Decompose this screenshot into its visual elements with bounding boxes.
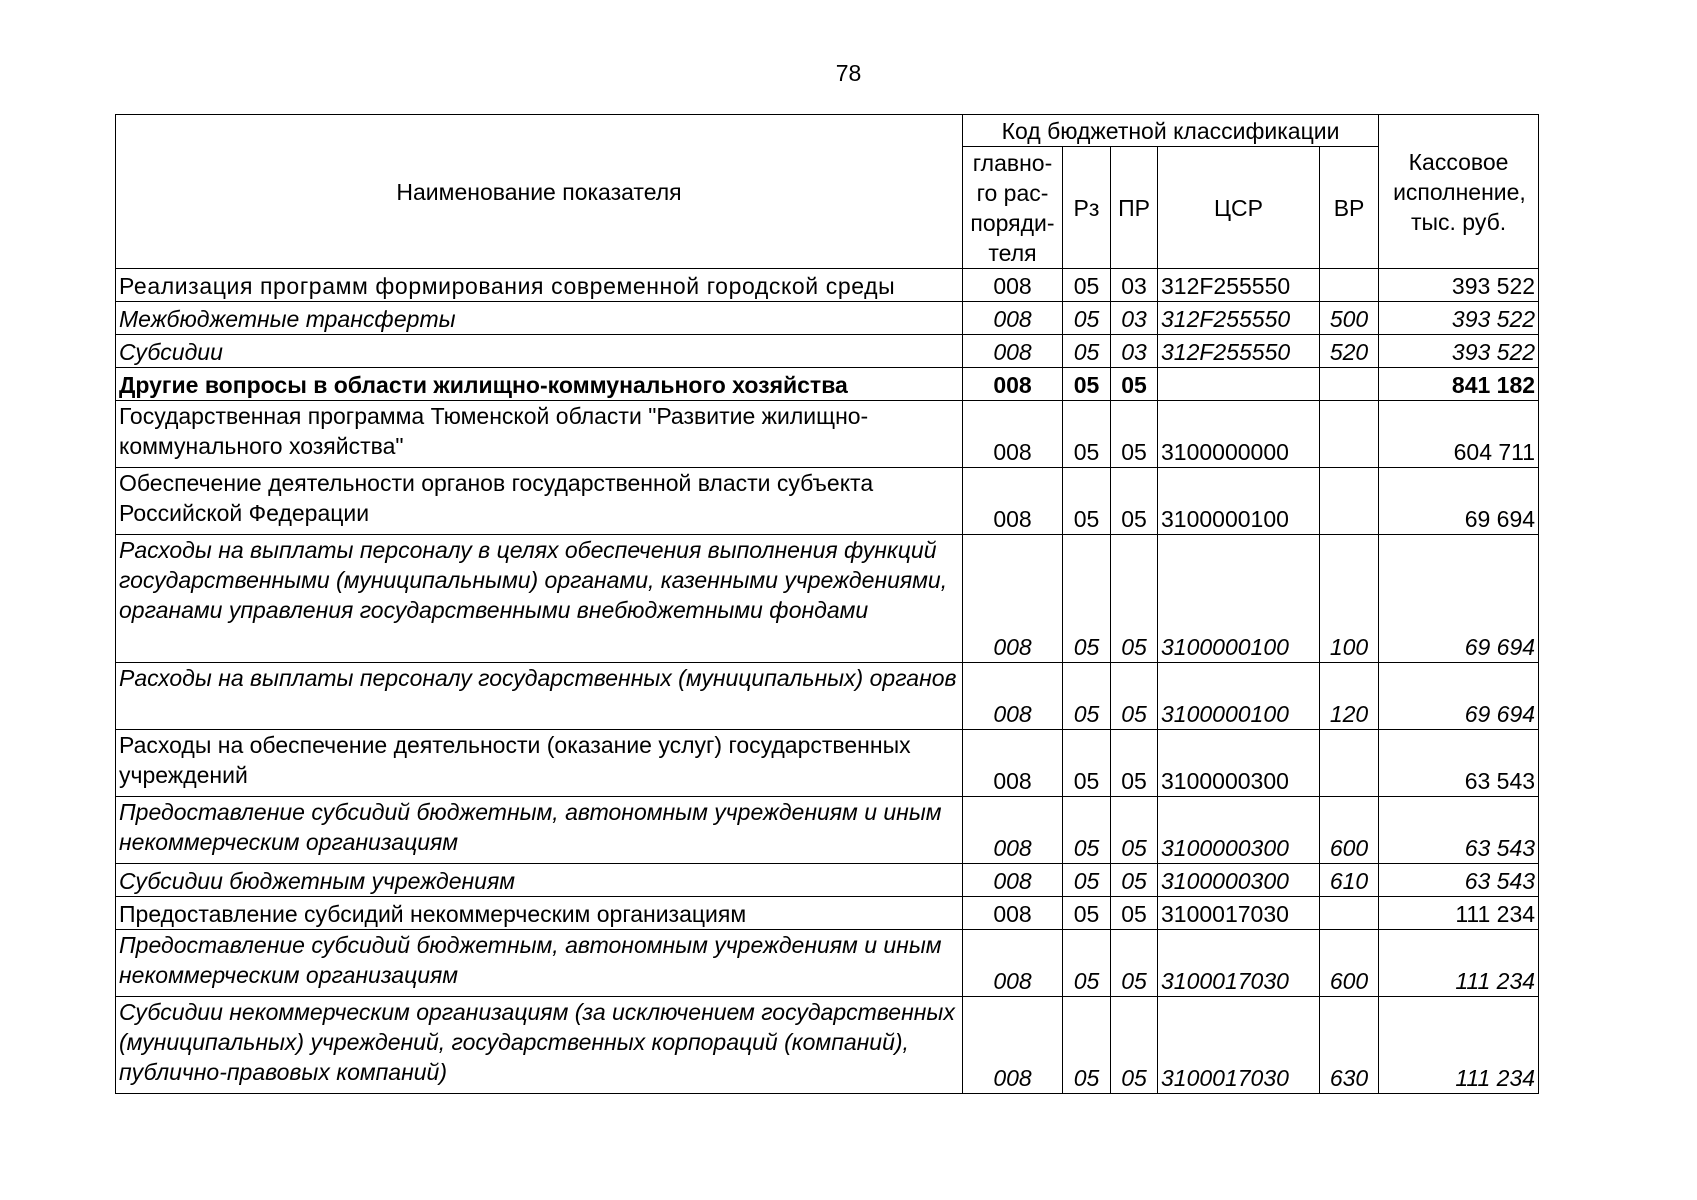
row-pr: 05 [1111,997,1158,1094]
row-vr [1320,368,1379,401]
row-name [116,997,963,1094]
row-csr: 312F255550 [1158,335,1320,368]
row-name [116,730,963,797]
row-name [116,368,963,401]
header-code-group: Код бюджетной классификации [963,115,1379,147]
row-csr: 3100017030 [1158,930,1320,997]
row-name [116,930,963,997]
row-name [116,864,963,897]
row-name-text: Предоставление субсидий бюджетным, автономным учреждениям и иным некоммерческим организациям [119,932,942,988]
row-amount: 841 182 [1379,368,1539,401]
row-name-text: Предоставление субсидий некоммерческим организациям [119,901,747,927]
row-csr: 3100000000 [1158,401,1320,468]
row-name-text: Расходы на обеспечение деятельности (оказание услуг) государственных учреждений [119,732,911,788]
row-amount: 393 522 [1379,269,1539,302]
row-vr [1320,401,1379,468]
header-vr: ВР [1320,147,1379,269]
row-rz: 05 [1063,269,1111,302]
row-glavn: 008 [963,864,1063,897]
row-pr: 05 [1111,864,1158,897]
row-pr: 05 [1111,535,1158,663]
table-row [116,468,1539,535]
row-amount: 63 543 [1379,864,1539,897]
row-rz: 05 [1063,368,1111,401]
row-name [116,663,963,730]
row-amount: 111 234 [1379,897,1539,930]
row-name-text: Расходы на выплаты персоналу государственных (муниципальных) органов [119,665,957,691]
row-amount: 393 522 [1379,302,1539,335]
row-glavn: 008 [963,468,1063,535]
table-row [116,302,1539,335]
row-rz: 05 [1063,302,1111,335]
row-csr: 3100017030 [1158,997,1320,1094]
row-rz: 05 [1063,401,1111,468]
row-name [116,335,963,368]
header-name: Наименование показателя [116,115,963,269]
row-pr: 05 [1111,897,1158,930]
table-row [116,368,1539,401]
row-glavn: 008 [963,269,1063,302]
table-row [116,335,1539,368]
row-amount: 69 694 [1379,663,1539,730]
row-csr: 3100000100 [1158,663,1320,730]
row-pr: 05 [1111,663,1158,730]
row-csr: 3100000100 [1158,468,1320,535]
row-csr: 312F255550 [1158,302,1320,335]
row-csr: 3100000300 [1158,797,1320,864]
table-row [116,997,1539,1094]
row-name [116,302,963,335]
row-csr: 3100000300 [1158,730,1320,797]
row-name-text: Другие вопросы в области жилищно-коммунального хозяйства [119,372,848,398]
row-vr [1320,269,1379,302]
header-amount-text: Кассовое исполнение, тыс. руб. [1393,148,1526,235]
row-rz: 05 [1063,663,1111,730]
row-pr: 05 [1111,468,1158,535]
row-name [116,269,963,302]
row-vr: 610 [1320,864,1379,897]
row-amount: 69 694 [1379,535,1539,663]
row-pr: 05 [1111,401,1158,468]
row-glavn: 008 [963,730,1063,797]
header-pr: ПР [1111,147,1158,269]
row-vr: 600 [1320,797,1379,864]
table-row [116,797,1539,864]
row-rz: 05 [1063,335,1111,368]
row-vr: 630 [1320,997,1379,1094]
row-name-text: Расходы на выплаты персоналу в целях обеспечения выполнения функций государственными (муниципальными) органами, казенными учреждениями, органами управления государственными внебюджетными фондами [119,537,948,623]
row-vr: 500 [1320,302,1379,335]
header-rz: Рз [1063,147,1111,269]
row-glavn: 008 [963,335,1063,368]
row-pr: 03 [1111,269,1158,302]
header-csr: ЦСР [1158,147,1320,269]
row-amount: 604 711 [1379,401,1539,468]
row-csr: 3100017030 [1158,897,1320,930]
row-rz: 05 [1063,930,1111,997]
row-rz: 05 [1063,468,1111,535]
row-pr: 05 [1111,368,1158,401]
budget-table [115,114,1539,1094]
row-name [116,468,963,535]
row-name-text: Субсидии некоммерческим организациям (за исключением государственных (муниципальных) учреждений, государственных корпораций (компаний), публично-правовых компаний) [119,999,955,1085]
row-glavn: 008 [963,368,1063,401]
row-vr [1320,897,1379,930]
row-glavn: 008 [963,535,1063,663]
row-name-text: Государственная программа Тюменской области "Развитие жилищно-коммунального хозяйства" [119,403,869,459]
page-number: 78 [835,60,862,86]
header-glavn-text: главно- го рас- поряди- теля [970,149,1055,266]
row-rz: 05 [1063,797,1111,864]
row-csr [1158,368,1320,401]
row-name [116,401,963,468]
row-name-text: Субсидии бюджетным учреждениям [119,868,516,894]
row-name [116,897,963,930]
row-amount: 111 234 [1379,997,1539,1094]
table-row [116,897,1539,930]
row-amount: 63 543 [1379,730,1539,797]
table-row [116,269,1539,302]
table-body [116,269,1539,1094]
row-csr: 312F255550 [1158,269,1320,302]
row-vr: 600 [1320,930,1379,997]
row-rz: 05 [1063,864,1111,897]
table-row [116,930,1539,997]
row-vr [1320,730,1379,797]
table-row [116,401,1539,468]
row-vr [1320,468,1379,535]
row-name-text: Обеспечение деятельности органов государственной власти субъекта Российской Федерации [119,470,874,526]
row-vr: 100 [1320,535,1379,663]
row-rz: 05 [1063,535,1111,663]
row-glavn: 008 [963,401,1063,468]
row-glavn: 008 [963,997,1063,1094]
row-name-text: Межбюджетные трансферты [119,306,456,332]
row-vr: 120 [1320,663,1379,730]
row-amount: 111 234 [1379,930,1539,997]
row-vr: 520 [1320,335,1379,368]
header-amount [1379,115,1539,269]
row-glavn: 008 [963,797,1063,864]
row-pr: 05 [1111,730,1158,797]
row-amount: 63 543 [1379,797,1539,864]
table-row [116,864,1539,897]
table-row [116,663,1539,730]
row-pr: 03 [1111,302,1158,335]
table-row [116,730,1539,797]
row-pr: 05 [1111,797,1158,864]
row-csr: 3100000300 [1158,864,1320,897]
header-glavn [963,147,1063,269]
row-name [116,797,963,864]
row-amount: 393 522 [1379,335,1539,368]
row-glavn: 008 [963,930,1063,997]
row-name [116,535,963,663]
row-glavn: 008 [963,663,1063,730]
row-csr: 3100000100 [1158,535,1320,663]
row-name-text: Субсидии [119,339,223,365]
row-rz: 05 [1063,730,1111,797]
row-rz: 05 [1063,997,1111,1094]
table-row [116,535,1539,663]
row-pr: 05 [1111,930,1158,997]
row-glavn: 008 [963,897,1063,930]
row-amount: 69 694 [1379,468,1539,535]
table-header [116,115,1539,269]
row-name-text: Реализация программ формирования современной городской среды [119,273,896,299]
row-glavn: 008 [963,302,1063,335]
row-name-text: Предоставление субсидий бюджетным, автономным учреждениям и иным некоммерческим организациям [119,799,942,855]
row-pr: 03 [1111,335,1158,368]
row-rz: 05 [1063,897,1111,930]
